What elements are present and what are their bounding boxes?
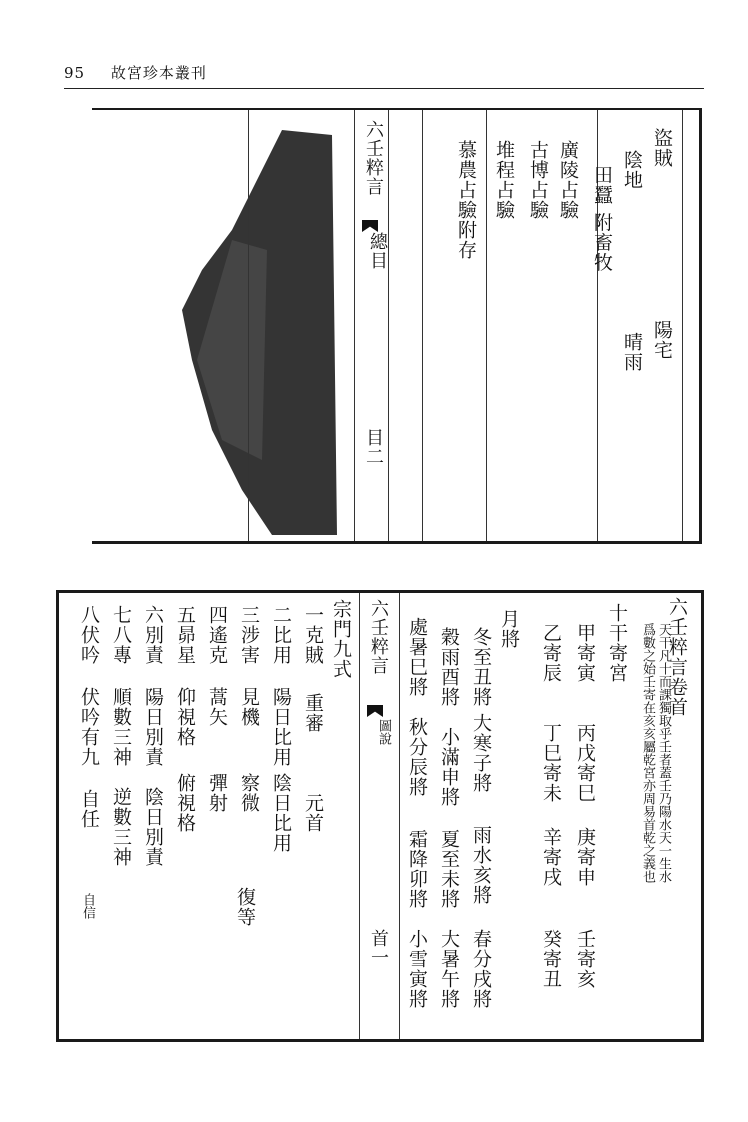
table-cell: 陽日比用 bbox=[270, 687, 292, 767]
header-rule bbox=[64, 88, 704, 89]
section-heading: 宗門九式 bbox=[330, 599, 352, 679]
center-page: 首一 bbox=[368, 929, 389, 967]
section-heading: 十干寄宮 bbox=[606, 603, 628, 683]
table-cell: 處暑巳將 bbox=[406, 617, 428, 697]
table-cell: 自任 bbox=[78, 789, 100, 829]
toc-entry: 田蠶 附畜牧 bbox=[591, 165, 613, 273]
rule-line bbox=[399, 593, 400, 1039]
page-number: 95 bbox=[64, 64, 86, 82]
toc-entry: 陽宅 bbox=[651, 320, 673, 360]
toc-entry: 盜賊 bbox=[651, 128, 673, 168]
fish-tail-mark bbox=[367, 705, 383, 717]
rule-line bbox=[354, 110, 355, 541]
toc-entry: 廣陵占驗 bbox=[557, 140, 579, 220]
table-cell: 復等 bbox=[234, 887, 256, 927]
table-cell: 穀雨酉將 bbox=[438, 627, 460, 707]
rule-line bbox=[422, 110, 423, 541]
center-section: 總目 bbox=[367, 232, 388, 270]
rule-line bbox=[388, 110, 389, 541]
toc-entry: 古博占驗 bbox=[527, 140, 549, 220]
table-cell: 陰日別責 bbox=[142, 787, 164, 867]
toc-entry: 晴雨 bbox=[621, 332, 643, 372]
table-cell: 一克賊 bbox=[302, 605, 324, 665]
chapter-title: 六壬粹言卷首 bbox=[666, 597, 688, 717]
table-cell: 陰日比用 bbox=[270, 773, 292, 853]
table-cell: 七八專 bbox=[110, 605, 132, 665]
fish-tail-mark bbox=[362, 220, 378, 232]
table-cell: 大暑午將 bbox=[438, 929, 460, 1009]
table-cell: 順數三神 bbox=[110, 687, 132, 767]
table-cell: 六別責 bbox=[142, 605, 164, 665]
table-cell: 小雪寅將 bbox=[406, 929, 428, 1009]
table-cell: 三涉害 bbox=[238, 605, 260, 665]
table-cell: 雨水亥將 bbox=[470, 825, 492, 905]
center-title: 六壬粹言 bbox=[363, 120, 384, 196]
table-cell: 逆數三神 bbox=[110, 787, 132, 867]
table-cell: 小滿申將 bbox=[438, 727, 460, 807]
table-cell: 庚寄申 bbox=[574, 827, 596, 887]
table-cell: 冬至丑將 bbox=[470, 627, 492, 707]
table-cell: 仰視格 bbox=[174, 687, 196, 747]
rule-line bbox=[359, 593, 360, 1039]
ink-smudge bbox=[172, 130, 342, 535]
table-cell: 陽日別責 bbox=[142, 687, 164, 767]
table-cell: 秋分辰將 bbox=[406, 717, 428, 797]
table-cell: 見機 bbox=[238, 687, 260, 727]
table-cell: 春分戌將 bbox=[470, 929, 492, 1009]
center-section: 圖說 bbox=[376, 719, 391, 745]
table-cell: 察微 bbox=[238, 773, 260, 813]
table-cell: 癸寄丑 bbox=[540, 929, 562, 989]
book-title: 故宮珍本叢刊 bbox=[110, 64, 207, 82]
table-cell: 俯視格 bbox=[174, 773, 196, 833]
table-cell: 二比用 bbox=[270, 605, 292, 665]
table-cell: 彈射 bbox=[206, 773, 228, 813]
rule-line bbox=[682, 110, 683, 541]
table-cell: 壬寄亥 bbox=[574, 929, 596, 989]
table-cell: 元首 bbox=[302, 793, 324, 833]
table-cell: 甲寄寅 bbox=[574, 623, 596, 683]
text-column: 爲數之始壬寄在亥亥屬乾宮亦周易首乾之義也 bbox=[640, 623, 655, 883]
center-title: 六壬粹言 bbox=[368, 599, 389, 675]
table-cell: 乙寄辰 bbox=[540, 623, 562, 683]
table-cell: 重審 bbox=[302, 693, 324, 733]
rule-line bbox=[248, 110, 249, 541]
table-cell: 蒿矢 bbox=[206, 687, 228, 727]
table-cell: 霜降卯將 bbox=[406, 829, 428, 909]
table-cell: 自信 bbox=[80, 893, 95, 919]
text-column: 天干凡十而課獨取乎壬者蓋壬乃陽水天一生水 bbox=[656, 623, 671, 883]
toc-entry: 陰地 bbox=[621, 150, 643, 190]
table-cell: 丁巳寄未 bbox=[540, 723, 562, 803]
bottom-page-panel bbox=[56, 590, 704, 1042]
table-cell: 五昴星 bbox=[174, 605, 196, 665]
toc-entry: 堆程占驗 bbox=[493, 140, 515, 220]
table-cell: 伏吟有九 bbox=[78, 687, 100, 767]
center-page: 目二 bbox=[363, 428, 384, 466]
section-heading: 月將 bbox=[498, 609, 520, 649]
table-cell: 夏至未將 bbox=[438, 829, 460, 909]
toc-entry: 慕農占驗附存 bbox=[455, 140, 477, 260]
top-page-panel bbox=[92, 108, 702, 544]
rule-line bbox=[486, 110, 487, 541]
page-header bbox=[64, 62, 207, 83]
table-cell: 八伏吟 bbox=[78, 605, 100, 665]
table-cell: 大寒子將 bbox=[470, 713, 492, 793]
table-cell: 四遙克 bbox=[206, 605, 228, 665]
table-cell: 丙戊寄巳 bbox=[574, 723, 596, 803]
table-cell: 辛寄戌 bbox=[540, 827, 562, 887]
